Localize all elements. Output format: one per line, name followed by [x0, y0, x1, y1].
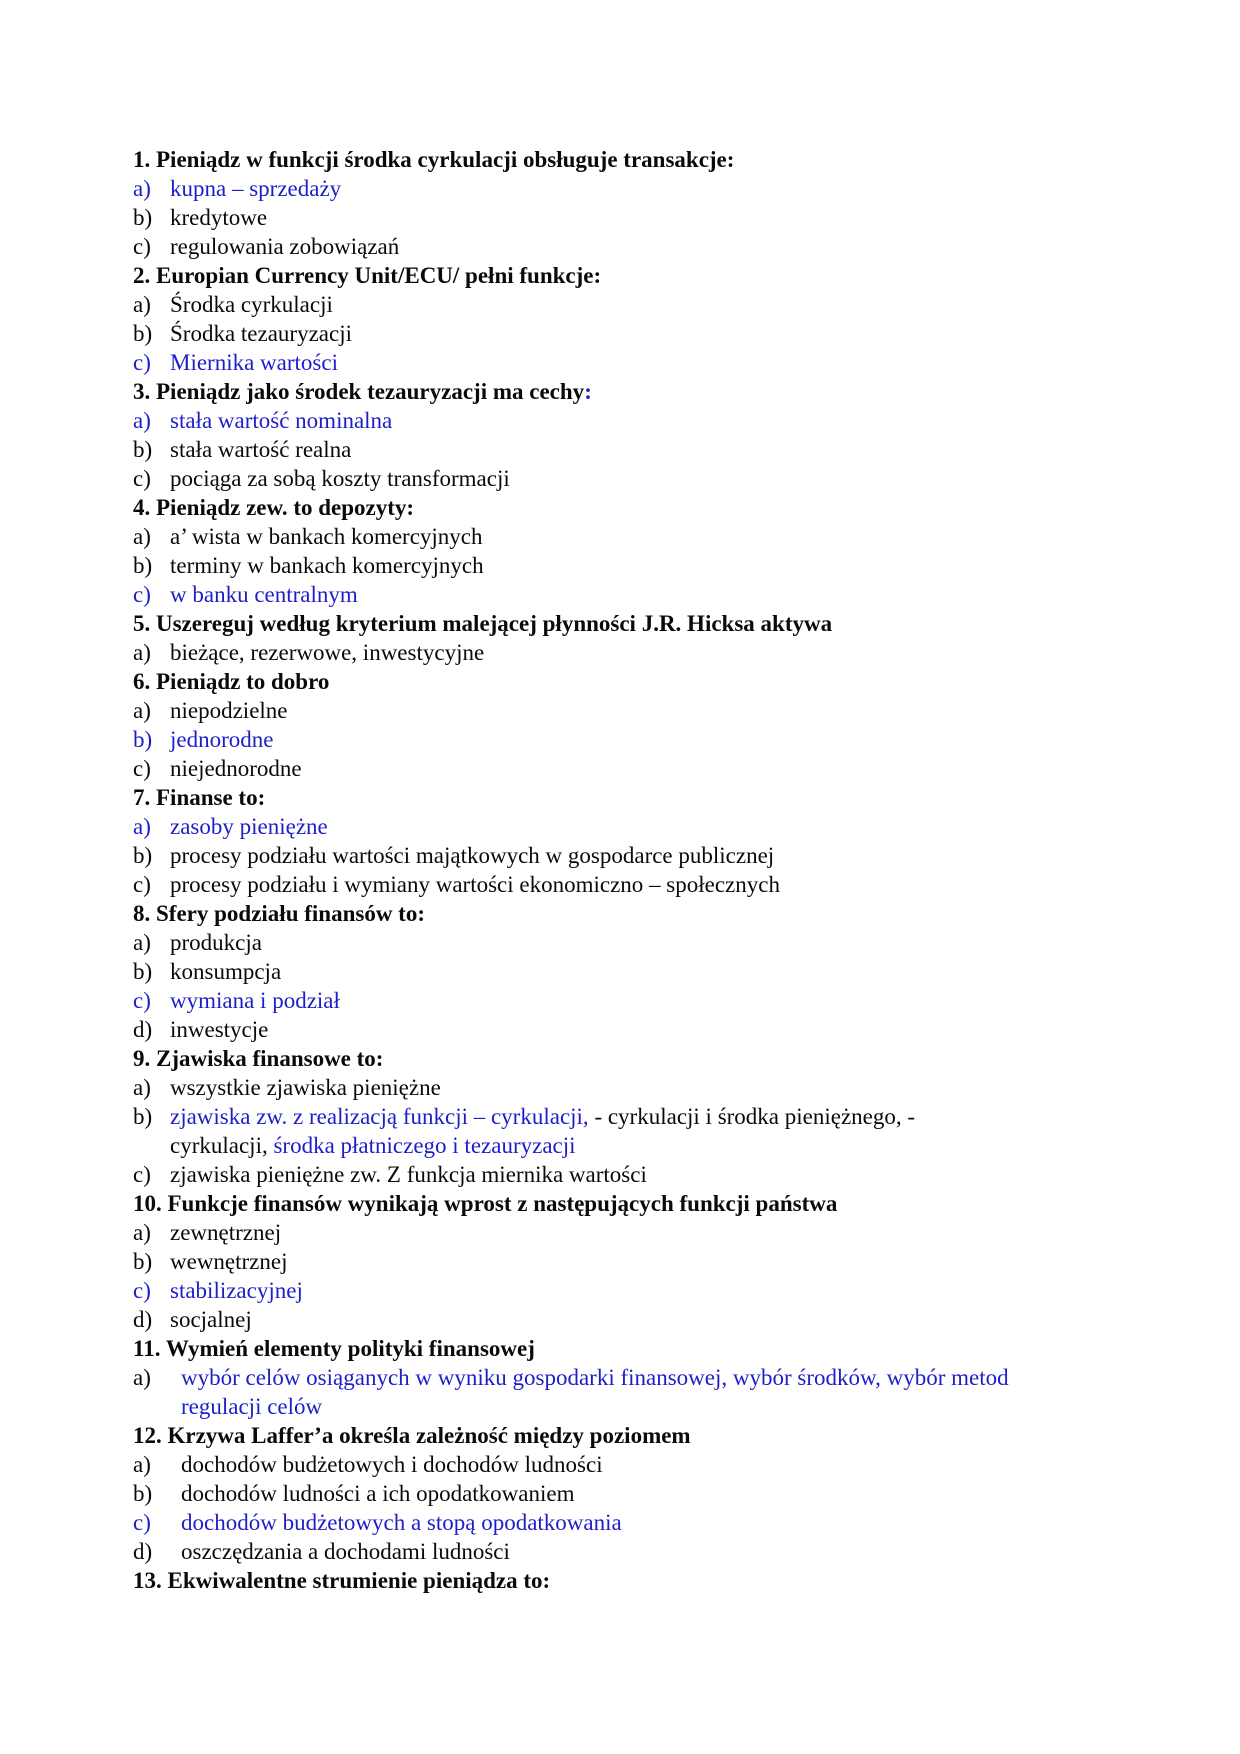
question-7-option-a	[133, 812, 1115, 841]
question-8-option-d	[133, 1015, 1115, 1044]
option-text	[170, 1218, 1115, 1247]
question-1-heading	[133, 145, 1115, 174]
option-letter: a)	[133, 1075, 151, 1100]
option-text-segment: procesy podziału wartości majątkowych w gospodarce publicznej	[170, 843, 775, 868]
option-text-segment: kredytowe	[170, 205, 268, 230]
option-letter: d)	[133, 1539, 153, 1564]
question-title-text: Pieniądz zew. to depozyty:	[156, 495, 415, 520]
option-text-segment: inwestycje	[170, 1017, 269, 1042]
option-text	[170, 406, 1115, 435]
question-number: 2.	[133, 263, 151, 288]
question-8	[133, 899, 1115, 1044]
option-text	[170, 1276, 1115, 1305]
option-text	[170, 841, 1115, 870]
question-title-text: Krzywa Laffer’a określa zależność między poziomem	[167, 1423, 691, 1448]
question-9	[133, 1044, 1115, 1189]
question-3-heading	[133, 377, 1115, 406]
option-text-segment: niejednorodne	[170, 756, 302, 781]
option-text	[181, 1363, 1115, 1421]
option-letter: c)	[133, 988, 151, 1013]
option-text	[170, 986, 1115, 1015]
option-text	[170, 580, 1115, 609]
option-text	[170, 174, 1115, 203]
option-text-segment: Środka tezauryzacji	[170, 321, 352, 346]
option-text-segment: wewnętrznej	[170, 1249, 288, 1274]
option-text-segment: a’ wista w bankach komercyjnych	[170, 524, 483, 549]
question-2-option-a	[133, 290, 1115, 319]
option-text	[170, 203, 1115, 232]
option-text	[170, 551, 1115, 580]
question-4	[133, 493, 1115, 609]
option-text	[170, 957, 1115, 986]
question-number: 6.	[133, 669, 151, 694]
option-text	[181, 1508, 1115, 1537]
option-text-segment: produkcja	[170, 930, 262, 955]
option-text	[170, 435, 1115, 464]
question-title-text: Wymień elementy polityki finansowej	[165, 1336, 535, 1361]
question-number: 10.	[133, 1191, 162, 1216]
option-letter: b)	[133, 205, 153, 230]
option-letter: a)	[133, 1365, 151, 1390]
option-text	[170, 1073, 1115, 1102]
question-8-heading	[133, 899, 1115, 928]
question-3	[133, 377, 1115, 493]
question-title-text: Sfery podziału finansów to:	[156, 901, 425, 926]
option-letter: b)	[133, 553, 153, 578]
option-text	[170, 638, 1115, 667]
question-number: 12.	[133, 1423, 162, 1448]
option-text-segment: regulowania zobowiązań	[170, 234, 400, 259]
question-6-heading	[133, 667, 1115, 696]
option-letter: c)	[133, 872, 151, 897]
question-1-option-c	[133, 232, 1115, 261]
question-number: 11.	[133, 1336, 161, 1361]
question-6	[133, 667, 1115, 783]
option-letter: c)	[133, 350, 151, 375]
question-11	[133, 1334, 1115, 1421]
option-text-segment: dochodów ludności a ich opodatkowaniem	[181, 1481, 575, 1506]
option-text	[170, 928, 1115, 957]
option-text	[170, 232, 1115, 261]
question-10-option-b	[133, 1247, 1115, 1276]
option-letter: a)	[133, 1220, 151, 1245]
question-10-option-d	[133, 1305, 1115, 1334]
option-text	[170, 1015, 1115, 1044]
option-text-segment: Środka cyrkulacji	[170, 292, 333, 317]
option-text-segment: pociąga za sobą koszty transformacji	[170, 466, 510, 491]
option-letter: a)	[133, 698, 151, 723]
question-1-option-b	[133, 203, 1115, 232]
question-number: 13.	[133, 1568, 162, 1593]
question-9-heading	[133, 1044, 1115, 1073]
option-text-segment: wybór celów osiąganych w wyniku gospodarki finansowej, wybór środków, wybór metod	[181, 1365, 1009, 1390]
question-8-option-a	[133, 928, 1115, 957]
option-text	[170, 1247, 1115, 1276]
option-letter: b)	[133, 1481, 153, 1506]
question-12-option-a	[133, 1450, 1115, 1479]
question-number: 9.	[133, 1046, 151, 1071]
question-8-option-c	[133, 986, 1115, 1015]
question-9-option-a	[133, 1073, 1115, 1102]
option-text-segment: bieżące, rezerwowe, inwestycyjne	[170, 640, 485, 665]
option-text-segment: regulacji celów	[181, 1394, 323, 1419]
question-3-option-b	[133, 435, 1115, 464]
question-number: 3.	[133, 379, 151, 404]
option-text-segment: kupna – sprzedaży	[170, 176, 342, 201]
question-3-option-a	[133, 406, 1115, 435]
option-letter: a)	[133, 176, 151, 201]
question-number: 7.	[133, 785, 151, 810]
option-text-segment: terminy w bankach komercyjnych	[170, 553, 484, 578]
question-10-option-c	[133, 1276, 1115, 1305]
option-text	[170, 290, 1115, 319]
option-text-segment: dochodów budżetowych i dochodów ludności	[181, 1452, 603, 1477]
option-letter: c)	[133, 234, 151, 259]
question-title-text: Europian Currency Unit/ECU/ pełni funkcje:	[156, 263, 602, 288]
question-8-option-b	[133, 957, 1115, 986]
option-text	[181, 1450, 1115, 1479]
option-text-segment: socjalnej	[170, 1307, 252, 1332]
question-10	[133, 1189, 1115, 1334]
question-4-heading	[133, 493, 1115, 522]
option-text	[170, 812, 1115, 841]
option-letter: c)	[133, 466, 151, 491]
question-2-option-c	[133, 348, 1115, 377]
question-11-option-a	[133, 1363, 1115, 1421]
question-7-option-c	[133, 870, 1115, 899]
option-letter: d)	[133, 1307, 153, 1332]
question-5-option-a	[133, 638, 1115, 667]
option-letter: a)	[133, 408, 151, 433]
option-text-segment: dochodów budżetowych a stopą opodatkowania	[181, 1510, 622, 1535]
option-letter: c)	[133, 1510, 151, 1535]
option-text	[170, 870, 1115, 899]
question-title-text: Finanse to:	[156, 785, 266, 810]
question-2-option-b	[133, 319, 1115, 348]
option-letter: c)	[133, 582, 151, 607]
question-7-heading	[133, 783, 1115, 812]
question-title-text: Pieniądz to dobro	[156, 669, 330, 694]
question-12-heading	[133, 1421, 1115, 1450]
option-text	[170, 1160, 1115, 1189]
question-13	[133, 1566, 1115, 1595]
question-11-heading	[133, 1334, 1115, 1363]
option-text	[181, 1537, 1115, 1566]
question-3-option-c	[133, 464, 1115, 493]
question-title-text: :	[584, 379, 592, 404]
question-12-option-c	[133, 1508, 1115, 1537]
option-letter: a)	[133, 292, 151, 317]
option-text-segment: niepodzielne	[170, 698, 288, 723]
option-text-segment: procesy podziału i wymiany wartości ekonomiczno – społecznych	[170, 872, 780, 897]
question-4-option-a	[133, 522, 1115, 551]
question-10-heading	[133, 1189, 1115, 1218]
option-text-segment: konsumpcja	[170, 959, 282, 984]
option-text	[170, 1305, 1115, 1334]
question-6-option-b	[133, 725, 1115, 754]
option-letter: b)	[133, 1249, 153, 1274]
option-text-segment: cyrkulacji,	[170, 1133, 274, 1158]
question-number: 4.	[133, 495, 151, 520]
option-text	[170, 725, 1115, 754]
option-text-segment: - cyrkulacji i środka pieniężnego, -	[588, 1104, 916, 1129]
option-letter: b)	[133, 959, 153, 984]
option-letter: c)	[133, 1278, 151, 1303]
option-letter: b)	[133, 727, 153, 752]
option-text	[170, 1102, 1115, 1160]
question-12	[133, 1421, 1115, 1566]
option-text-segment: stabilizacyjnej	[170, 1278, 303, 1303]
question-9-option-c	[133, 1160, 1115, 1189]
question-7	[133, 783, 1115, 899]
option-text	[170, 522, 1115, 551]
question-2-heading	[133, 261, 1115, 290]
option-text	[170, 696, 1115, 725]
option-text	[170, 348, 1115, 377]
question-6-option-c	[133, 754, 1115, 783]
option-letter: c)	[133, 1162, 151, 1187]
option-text-segment: zasoby pieniężne	[170, 814, 328, 839]
question-2	[133, 261, 1115, 377]
option-letter: a)	[133, 930, 151, 955]
question-title-text: Funkcje finansów wynikają wprost z następujących funkcji państwa	[167, 1191, 838, 1216]
question-title-text: Uszereguj według kryterium malejącej płynności J.R. Hicksa aktywa	[156, 611, 833, 636]
question-5	[133, 609, 1115, 667]
option-text-segment: zewnętrznej	[170, 1220, 282, 1245]
question-10-option-a	[133, 1218, 1115, 1247]
option-text	[170, 754, 1115, 783]
option-text	[181, 1479, 1115, 1508]
option-text-segment: oszczędzania a dochodami ludności	[181, 1539, 510, 1564]
option-text-segment: stała wartość nominalna	[170, 408, 393, 433]
option-text-segment: środka płatniczego i tezauryzacji	[273, 1133, 576, 1158]
option-text-segment: wymiana i podział	[170, 988, 340, 1013]
option-letter: a)	[133, 814, 151, 839]
question-12-option-d	[133, 1537, 1115, 1566]
question-1	[133, 145, 1115, 261]
option-letter: b)	[133, 321, 153, 346]
option-text-segment: jednorodne	[170, 727, 274, 752]
quiz-question-list	[133, 145, 1115, 1595]
option-letter: a)	[133, 524, 151, 549]
option-letter: a)	[133, 640, 151, 665]
option-letter: a)	[133, 1452, 151, 1477]
question-9-option-b	[133, 1102, 1115, 1160]
question-number: 5.	[133, 611, 151, 636]
question-4-option-b	[133, 551, 1115, 580]
option-text-segment: w banku centralnym	[170, 582, 358, 607]
question-title-text: Pieniądz w funkcji środka cyrkulacji obsługuje transakcje:	[156, 147, 735, 172]
question-4-option-c	[133, 580, 1115, 609]
option-letter: c)	[133, 756, 151, 781]
option-text	[170, 464, 1115, 493]
option-text-segment: zjawiska zw. z realizacją funkcji – cyrkulacji,	[170, 1104, 589, 1129]
question-1-option-a	[133, 174, 1115, 203]
question-number: 8.	[133, 901, 151, 926]
option-text-segment: wszystkie zjawiska pieniężne	[170, 1075, 441, 1100]
question-5-heading	[133, 609, 1115, 638]
question-13-heading	[133, 1566, 1115, 1595]
option-text-segment: Miernika wartości	[170, 350, 338, 375]
option-letter: b)	[133, 437, 153, 462]
question-7-option-b	[133, 841, 1115, 870]
question-title-text: Zjawiska finansowe to:	[156, 1046, 384, 1071]
option-letter: d)	[133, 1017, 153, 1042]
question-title-text: Pieniądz jako środek tezauryzacji ma cechy	[156, 379, 585, 404]
question-6-option-a	[133, 696, 1115, 725]
option-letter: b)	[133, 1104, 153, 1129]
question-number: 1.	[133, 147, 151, 172]
question-title-text: Ekwiwalentne strumienie pieniądza to:	[167, 1568, 551, 1593]
option-text-segment: stała wartość realna	[170, 437, 352, 462]
option-text	[170, 319, 1115, 348]
option-text-segment: zjawiska pieniężne zw. Z funkcja miernika wartości	[170, 1162, 647, 1187]
option-letter: b)	[133, 843, 153, 868]
question-12-option-b	[133, 1479, 1115, 1508]
